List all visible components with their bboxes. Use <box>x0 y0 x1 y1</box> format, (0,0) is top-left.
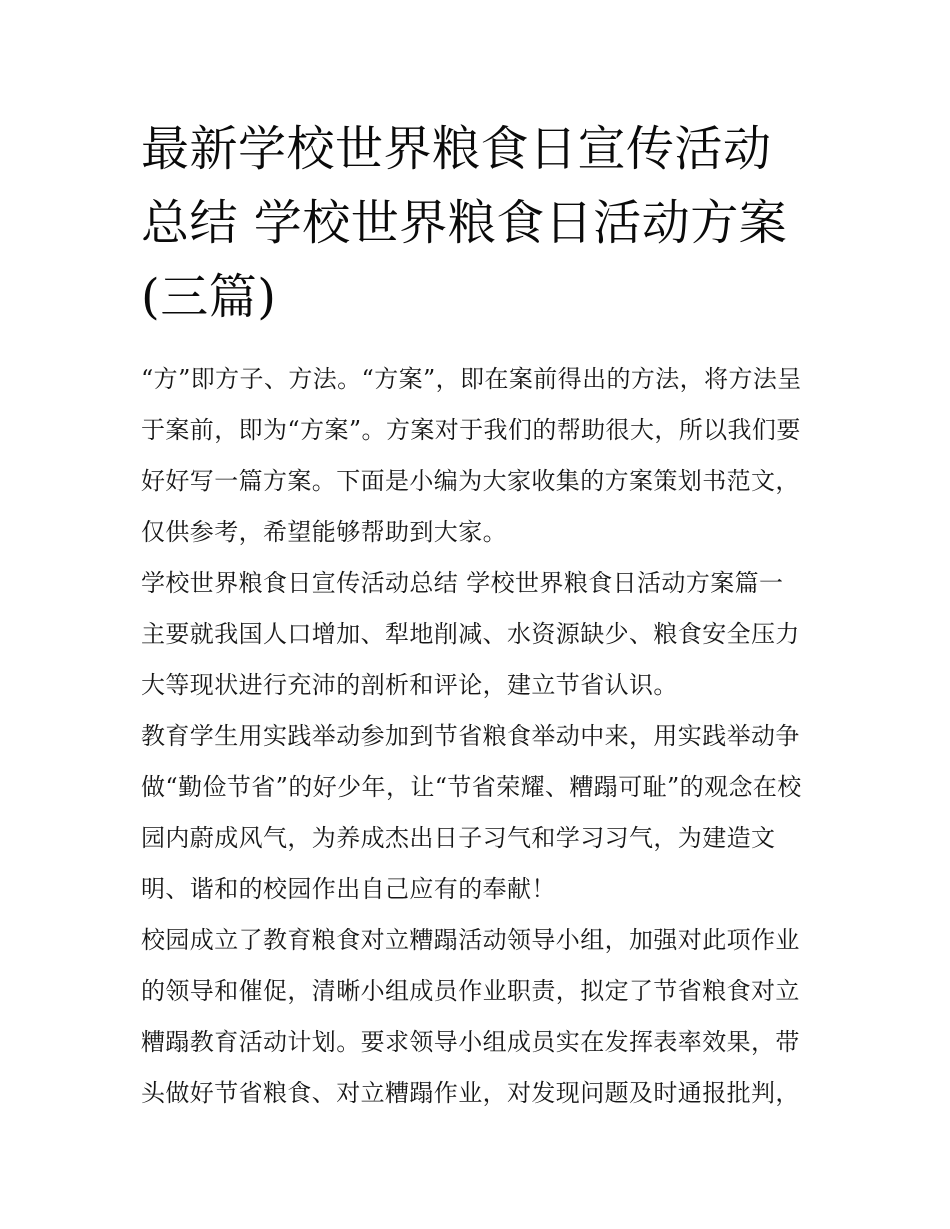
text-line: 仅供参考，希望能够帮助到大家。 <box>141 518 507 546</box>
body-paragraph <box>141 609 813 711</box>
document-body <box>141 354 813 1119</box>
text-line: 好好写一篇方案。下面是小编为大家收集的方案策划书范文， <box>141 467 800 495</box>
body-paragraph <box>141 915 813 1119</box>
body-paragraph <box>141 711 813 915</box>
text-line: 头做好节省粮食、对立糟蹋作业，对发现问题及时通报批判， <box>141 1079 800 1107</box>
text-line: 明、谐和的校园作出自己应有的奉献！ <box>141 875 556 903</box>
text-line: 大等现状进行充沛的剖析和评论，建立节省认识。 <box>141 671 678 699</box>
intro-paragraph <box>141 354 813 558</box>
title-line: (三篇) <box>141 269 277 325</box>
text-line: 的领导和催促，清晰小组成员作业职责，拟定了节省粮食对立 <box>141 977 800 1005</box>
text-line: 于案前，即为“方案”。方案对于我们的帮助很大，所以我们要 <box>141 416 801 444</box>
text-line: 糟蹋教育活动计划。要求领导小组成员实在发挥表率效果，带 <box>141 1028 800 1056</box>
section-heading <box>141 558 813 609</box>
text-line: 主要就我国人口增加、犁地削减、水资源缺少、粮食安全压力 <box>141 620 800 648</box>
text-line: 教育学生用实践举动参加到节省粮食举动中来，用实践举动争 <box>141 722 800 750</box>
title-line: 总结 学校世界粮食日活动方案 <box>141 195 788 251</box>
text-line: 学校世界粮食日宣传活动总结 学校世界粮食日活动方案篇一 <box>141 569 784 597</box>
text-line: “方”即方子、方法。“方案”，即在案前得出的方法，将方法呈 <box>141 365 802 393</box>
title-line: 最新学校世界粮食日宣传活动 <box>141 121 772 177</box>
document-content <box>141 112 813 1119</box>
text-line: 园内蔚成风气，为养成杰出日子习气和学习习气，为建造文 <box>141 824 776 852</box>
text-line: 做“勤俭节省”的好少年，让“节省荣耀、糟蹋可耻”的观念在校 <box>141 773 802 801</box>
text-line: 校园成立了教育粮食对立糟蹋活动领导小组，加强对此项作业 <box>141 926 800 954</box>
document-title <box>141 112 813 334</box>
